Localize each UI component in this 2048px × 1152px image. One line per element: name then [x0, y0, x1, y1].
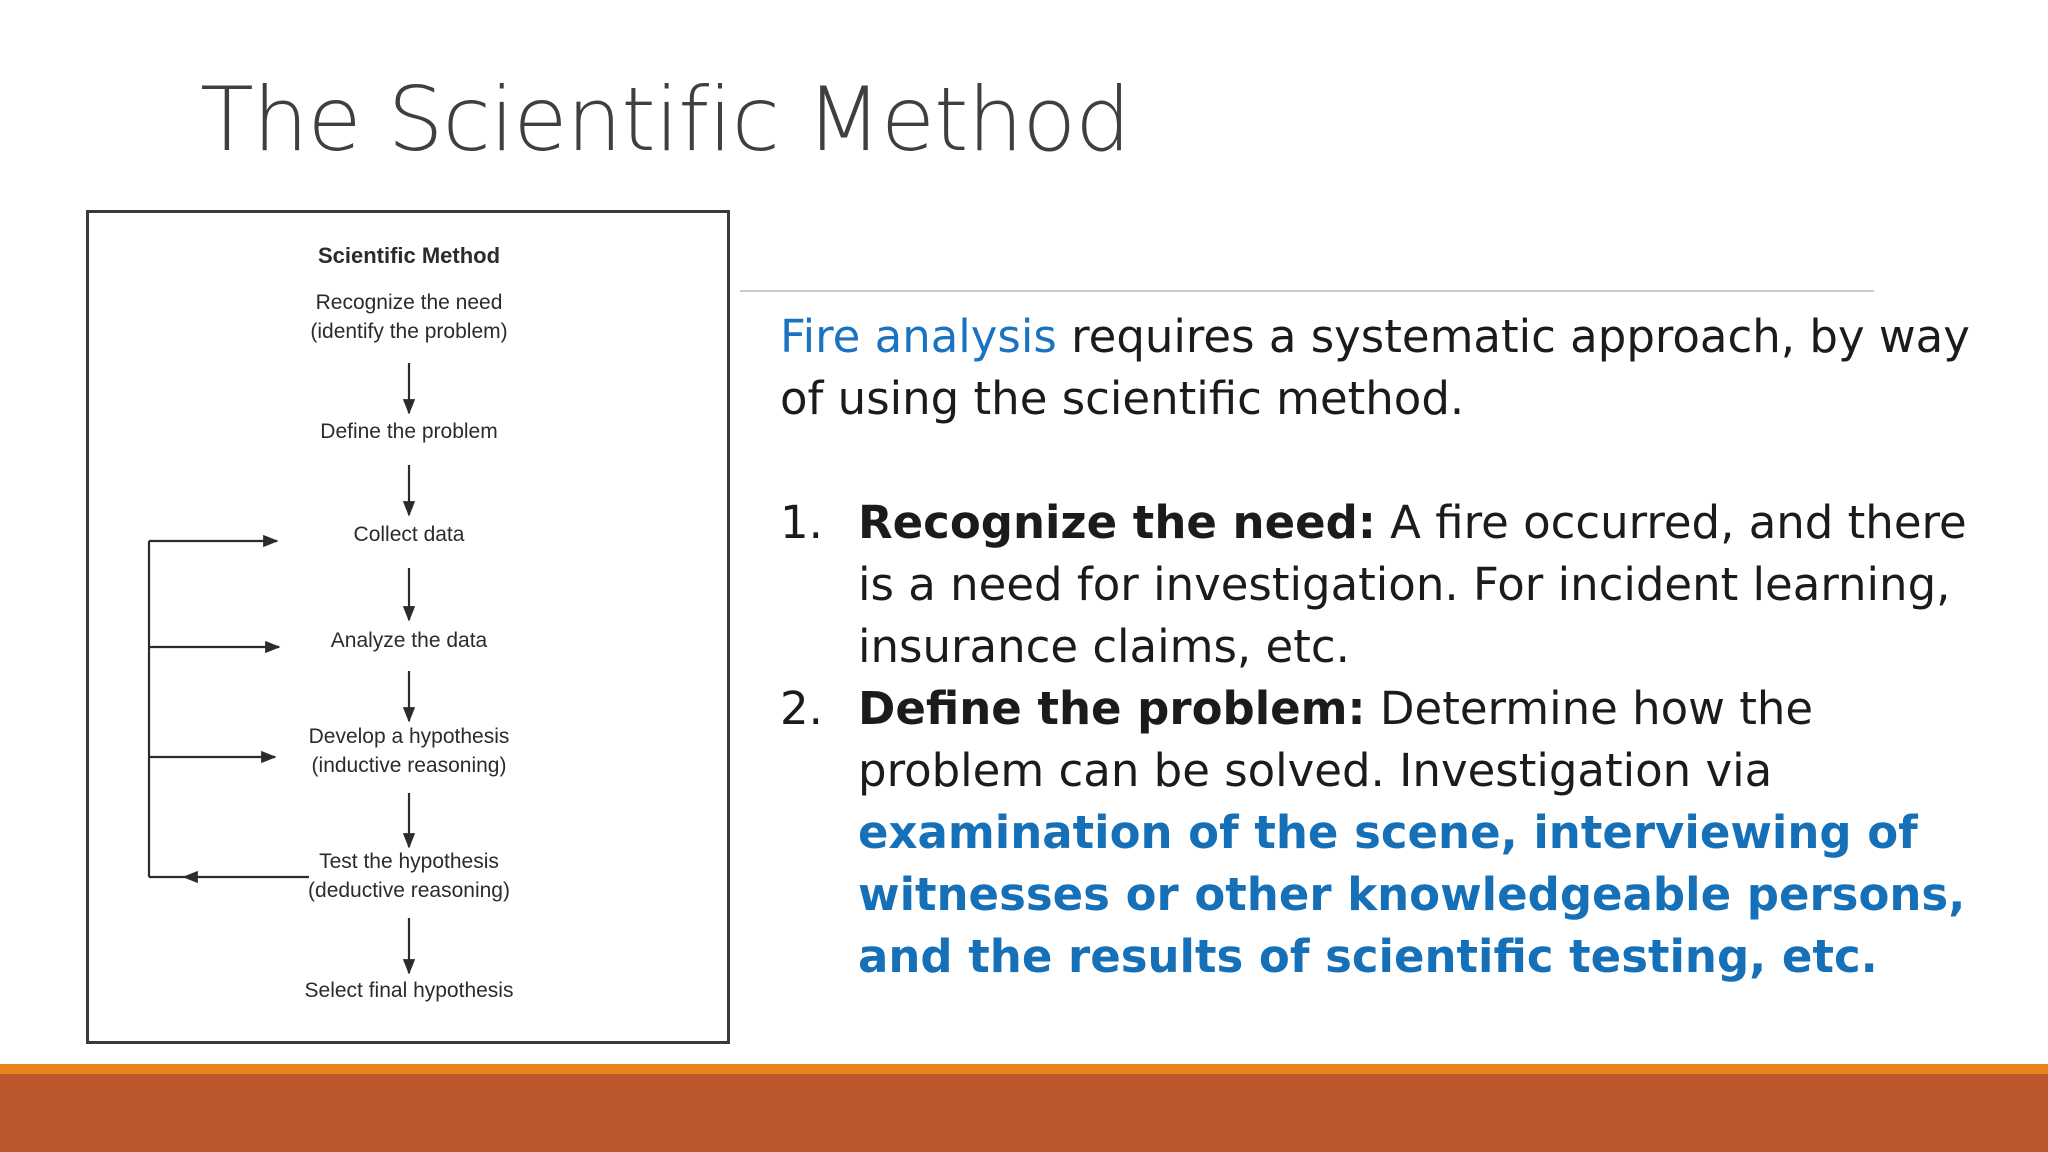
slide-title: The Scientific Method	[200, 68, 1131, 171]
footer-bar	[0, 1074, 2048, 1152]
flow-step-select: Select final hypothesis	[304, 979, 514, 1002]
flow-step-collect: Collect data	[353, 523, 465, 546]
flowchart-heading: Scientific Method	[317, 243, 501, 268]
flow-step-define: Define the problem	[320, 420, 498, 443]
list-item-number: 2.	[780, 682, 823, 735]
list-item-text: A fire occurred, and there is a need for investigation. For incident learning, insurance claims, etc.	[858, 496, 1967, 673]
list-item-number: 1.	[780, 496, 823, 549]
intro-text: requires a systematic approach, by way of using the scientific method.	[780, 310, 1970, 425]
content-divider	[740, 290, 1874, 292]
list-item	[780, 492, 1990, 678]
flow-step-test-sub: (deductive reasoning)	[308, 879, 510, 902]
flow-step-recognize-sub: (identify the problem)	[310, 320, 508, 343]
intro-paragraph	[780, 306, 1990, 430]
feedback-loop	[149, 541, 309, 877]
scientific-method-flowchart	[86, 210, 730, 1044]
flow-step-test: Test the hypothesis	[319, 850, 499, 873]
flow-step-develop-sub: (inductive reasoning)	[311, 754, 507, 777]
flow-step-recognize: Recognize the need	[315, 291, 503, 314]
flow-step-develop: Develop a hypothesis	[308, 725, 510, 748]
list-item-highlight: examination of the scene, interviewing of witnesses or other knowledgeable persons, and the results of scientific testing, etc.	[858, 806, 1966, 983]
steps-list	[780, 492, 1990, 988]
list-item-title: Define the problem:	[858, 682, 1366, 735]
list-item-text: Determine how the problem can be solved. Investigation via	[858, 682, 1814, 797]
flowchart-svg	[89, 213, 733, 1047]
content-body	[780, 306, 1990, 988]
flow-step-analyze: Analyze the data	[330, 629, 488, 652]
list-item-title: Recognize the need:	[858, 496, 1376, 549]
intro-highlight: Fire analysis	[780, 310, 1057, 363]
list-item	[780, 678, 1990, 988]
footer-accent-bar	[0, 1064, 2048, 1074]
